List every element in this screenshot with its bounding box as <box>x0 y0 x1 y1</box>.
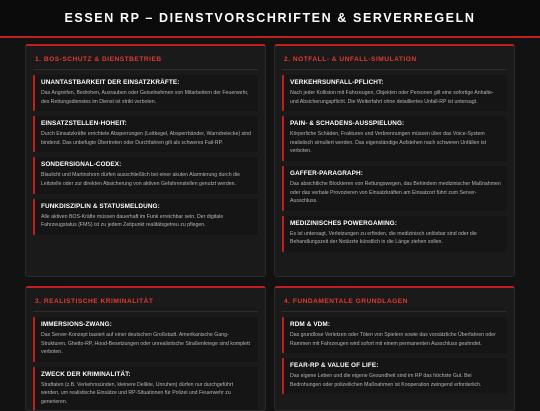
rule-card <box>33 199 258 235</box>
rule-card <box>282 358 507 394</box>
rule-card <box>282 317 507 353</box>
panel-bos-schutz <box>25 44 266 277</box>
rule-title: MEDIZINISCHES POWERGAMING: <box>290 219 397 227</box>
rule-card <box>33 157 258 193</box>
page-header <box>0 0 540 38</box>
rule-title: FUNKDISZIPLIN & STATUSMELDUNG: <box>41 202 160 210</box>
rule-card <box>282 116 507 161</box>
rule-card <box>33 317 258 362</box>
panel-title: 2. NOTFALL- & UNFALL-SIMULATION <box>282 53 507 70</box>
rule-title: ZWECK DER KRIMINALITÄT: <box>41 370 131 378</box>
rule-text: Das eigene Leben und die eigene Gesundheit sind im RP das höchste Gut. Bei Bedrohungen oder polizeilichen Maßnahmen ist Kooperation zwingend erforderlich. <box>290 373 482 388</box>
rule-text: Blaulicht und Martinshorn dürfen ausschließlich bei einer akuten Alarmierung durch die Leitstelle oder zur direkten Absicherung von aktiven Gefahrenstellen genutzt werden. <box>41 172 240 187</box>
panel-grundlagen <box>274 286 515 411</box>
rule-card <box>33 116 258 152</box>
rule-text: Alle aktiven BOS-Kräfte müssen dauerhaft im Funk erreichbar sein. Der digitale Fahrzeugstatus (FMS) ist zu jedem Zeitpunkt realitätsgetreu zu pflegen. <box>41 213 224 229</box>
rule-text: Das Server-Konzept basiert auf einer deutschen Großstadt. Amerikanische Gang-Strukturen, Ghetto-RP, Hood-Besetzungen oder unrealistische Straßenkriege sind komplett verboten. <box>41 332 250 356</box>
panel-title: 1. BOS-SCHUTZ & DIENSTBETRIEB <box>33 53 258 70</box>
rule-text: Das grundlose Verletzen oder Töten von Spielern sowie das vorsätzliche Überfahren oder Rammen mit Fahrzeugen wird sofort mit einem permanenten Ausschluss geahndet. <box>290 332 496 347</box>
rule-card <box>33 75 258 111</box>
rule-title: FEAR-RP & VALUE OF LIFE: <box>290 362 379 370</box>
rule-card <box>282 75 507 111</box>
rule-title: IMMERSIONS-ZWANG: <box>41 321 112 328</box>
rule-title: VERKEHRSUNFALL-PFLICHT: <box>290 79 384 86</box>
rule-title: GAFFER-PARAGRAPH: <box>290 169 363 177</box>
rule-card <box>282 216 507 252</box>
rule-text: Körperliche Schäden, Frakturen und Verbrennungen müssen über das Voice-System realistisch simuliert werden. Das eigenständige Aufstehen nach schweren Unfällen ist verboten. <box>290 131 487 155</box>
rule-title: UNANTASTBARKEIT DER EINSATZKRÄFTE: <box>41 79 180 86</box>
panel-title: 3. REALISTISCHE KRIMINALITÄT <box>33 295 258 312</box>
rule-text: Es ist untersagt, Verletzungen zu erfinden, die medizinisch unlösbar sind oder die Behandlungszeit der Notärzte künstlich in die Länge ziehen sollen. <box>290 230 477 246</box>
panel-title: 4. FUNDAMENTALE GRUNDLAGEN <box>282 295 507 312</box>
rule-text: Das absichtliche Blockieren von Rettungswegen, das Behindern medizinischer Maßnahmen oder das verbale Provozieren von Einsatzkräften am Einsatzort führt zum Server-Ausschluss. <box>290 180 501 205</box>
rule-card <box>282 166 507 211</box>
page-title: ESSEN RP – DIENSTVORSCHRIFTEN & SERVERREGELN <box>64 11 476 25</box>
rule-text: Straftaten (z.B. Verkehrssünden, kleinere Delikte, Unruhen) dürfen nur durchgeführt werden, um realistische Einsätze und RP-Situationen für Polizei und Feuerwehr zu generieren. <box>41 381 234 405</box>
rule-card <box>33 367 258 411</box>
rule-title: EINSATZSTELLEN-HOHEIT: <box>41 120 127 128</box>
panel-kriminalitaet <box>25 286 266 411</box>
rule-text: Nach jeder Kollision mit Fahrzeugen, Objekten oder Personen gilt eine sofortige Anhalte- und Absicherungspflicht. Die Weiterfahrt ohne detailliertes Unfall-RP ist untersagt. <box>290 90 494 105</box>
rule-title: SONDERSIGNAL-CODEX: <box>41 161 122 169</box>
rule-text: Das Angreifen, Bedrohen, Ausrauben oder Geiselnehmen von Mitarbeitern der Feuerwehr, des Rettungsdienstes im Dienst ist strikt verboten. <box>41 90 249 105</box>
rule-title: RDM & VDM: <box>290 321 331 328</box>
rule-title: PAIN- & SCHADENS-AUSSPIELUNG: <box>290 120 405 128</box>
panel-notfall-simulation <box>274 44 515 277</box>
rule-text: Durch Einsatzkräfte errichtete Absperrungen (Leitkegel, Absperrbänder, Warndreiecke) sind bindend. Das unbefugte Übertreten oder Durchfahren gilt als schweres Fail-RP. <box>41 131 252 146</box>
